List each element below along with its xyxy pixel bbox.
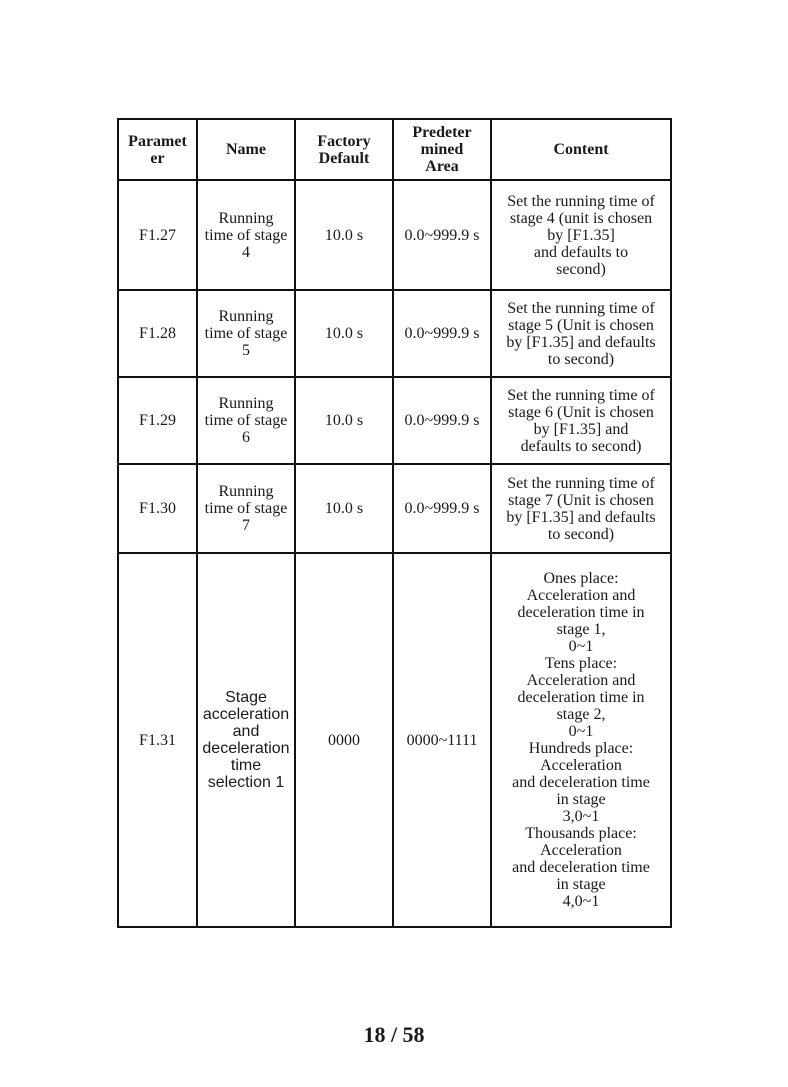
cell-content: Set the running time of stage 6 (Unit is chosen by [F1.35] and defaults to second): [491, 377, 671, 464]
table-row: [118, 180, 671, 290]
cell-parameter: F1.28: [118, 290, 197, 377]
cell-name: Running time of stage 7: [197, 464, 295, 553]
table-row: [118, 464, 671, 553]
cell-area: 0.0~999.9 s: [393, 377, 491, 464]
cell-content: Set the running time of stage 7 (Unit is chosen by [F1.35] and defaults to second): [491, 464, 671, 553]
cell-factory-default: 10.0 s: [295, 290, 393, 377]
cell-area: 0.0~999.9 s: [393, 464, 491, 553]
header-predetermined-area: Predeter mined Area: [393, 119, 491, 180]
cell-name: Running time of stage 4: [197, 180, 295, 290]
table-row: [118, 377, 671, 464]
cell-content: Set the running time of stage 4 (unit is chosen by [F1.35] and defaults to second): [491, 180, 671, 290]
table-row: [118, 553, 671, 927]
page-number: 18 / 58: [363, 1022, 425, 1047]
header-factory-default: Factory Default: [295, 119, 393, 180]
header-name: Name: [197, 119, 295, 180]
cell-content: Set the running time of stage 5 (Unit is chosen by [F1.35] and defaults to second): [491, 290, 671, 377]
table-row: [118, 290, 671, 377]
cell-factory-default: 10.0 s: [295, 377, 393, 464]
parameter-table: [117, 118, 672, 928]
cell-parameter: F1.31: [118, 553, 197, 927]
cell-parameter: F1.27: [118, 180, 197, 290]
table-header-row: [118, 119, 671, 180]
cell-name: Running time of stage 6: [197, 377, 295, 464]
cell-name: Stage acceleration and deceleration time selection 1: [197, 553, 295, 927]
cell-factory-default: 10.0 s: [295, 464, 393, 553]
header-parameter: Paramet er: [118, 119, 197, 180]
cell-name: Running time of stage 5: [197, 290, 295, 377]
cell-parameter: F1.30: [118, 464, 197, 553]
cell-area: 0.0~999.9 s: [393, 180, 491, 290]
cell-parameter: F1.29: [118, 377, 197, 464]
cell-area: 0000~1111: [393, 553, 491, 927]
cell-factory-default: 0000: [295, 553, 393, 927]
cell-area: 0.0~999.9 s: [393, 290, 491, 377]
cell-content: Ones place: Acceleration and deceleration time in stage 1, 0~1 Tens place: Acceleration and deceleration time in stage 2, 0~1 Hundreds place: Acceleration and deceleration time in stage 3,0~1 Thousands place: Acceleration and deceleration time in stage 4,0~1: [491, 553, 671, 927]
header-content: Content: [491, 119, 671, 180]
cell-factory-default: 10.0 s: [295, 180, 393, 290]
